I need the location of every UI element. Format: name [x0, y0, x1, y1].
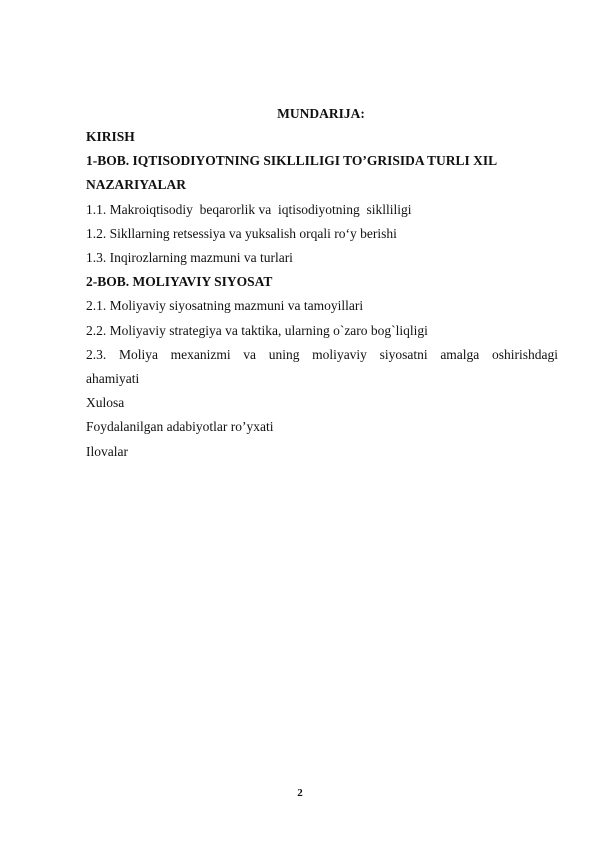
toc-section-1-1: 1.1. Makroiqtisodiy beqarorlik va iqtisodiyotning siklliligi	[86, 201, 412, 217]
toc-entry-kirish: KIRISH	[86, 129, 135, 144]
toc-entry-xulosa: Xulosa	[86, 395, 125, 411]
toc-chapter-2: 2-BOB. MOLIYAVIY SIYOSAT	[86, 274, 273, 290]
toc-chapter-1-line-1: 1-BOB. IQTISODIYOTNING SIKLLILIGI TO’GRISIDA TURLI XIL	[86, 153, 498, 169]
toc-section-2-1: 2.1. Moliyaviy siyosatning mazmuni va tamoyillari	[86, 298, 364, 314]
toc-section-2-3-line-2: ahamiyati	[86, 371, 140, 387]
table-of-contents	[86, 125, 558, 464]
toc-section-1-2: 1.2. Sikllarning retsessiya va yuksalish orqali ro‘y berishi	[86, 225, 397, 241]
toc-section-2-2: 2.2. Moliyaviy strategiya va taktika, ularning o`zaro bog`liqligi	[86, 322, 428, 338]
toc-section-1-3: 1.3. Inqirozlarning mazmuni va turlari	[86, 250, 293, 266]
page-title: MUNDARIJA:	[277, 106, 365, 121]
toc-chapter-1-line-2: NAZARIYALAR	[86, 177, 187, 193]
toc-section-2-3-line-1: 2.3. Moliya mexanizmi va uning moliyaviy siyosatni amalga oshirishdagi	[86, 346, 558, 362]
page-number: 2	[297, 787, 303, 799]
toc-entry-ilovalar: Ilovalar	[86, 443, 128, 459]
toc-entry-adabiyotlar: Foydalanilgan adabiyotlar ro’yxati	[86, 419, 274, 435]
